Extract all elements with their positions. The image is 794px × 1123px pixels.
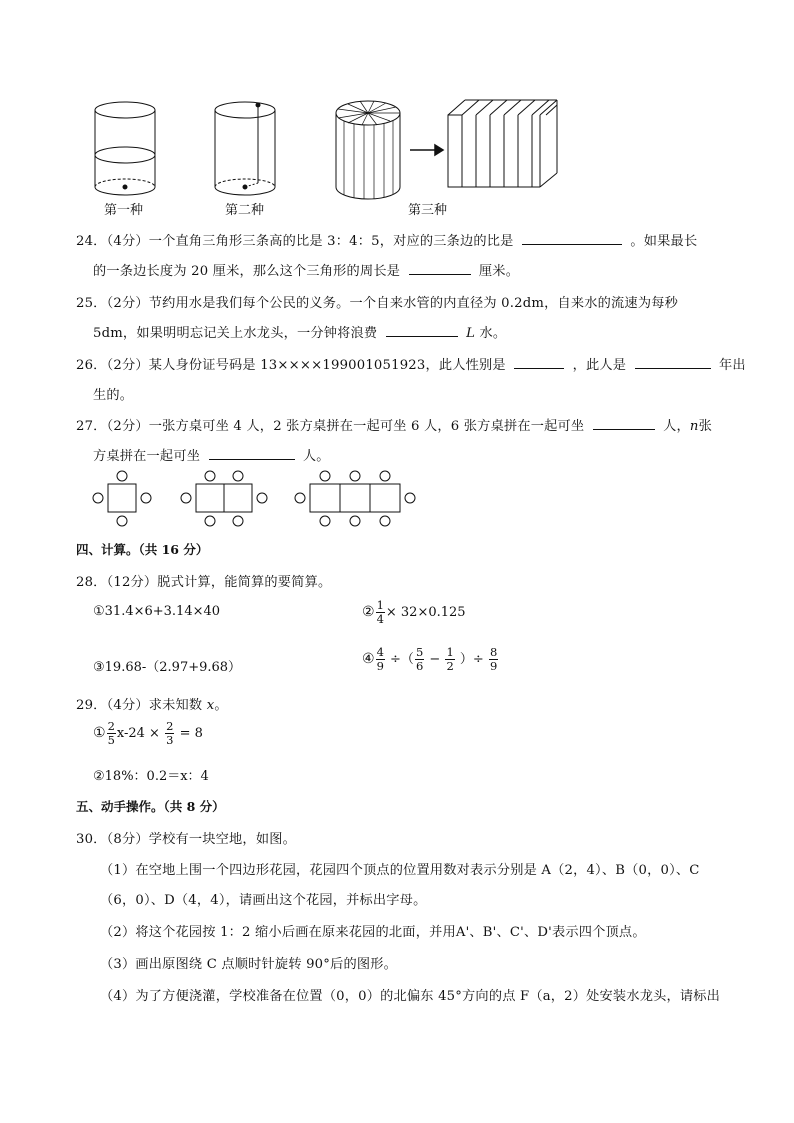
q29-expr-1-end: = 8 [179,726,203,741]
q24-blank-1[interactable] [522,232,622,245]
two-tables [181,471,267,526]
q29-expr-1-mid: x-24 × [116,726,160,741]
q28-intro: 28．（12分）脱式计算，能简算的要简算。 [76,575,332,590]
q24-text-c: 的一条边长度为 20 厘米，那么这个三角形的周长是 [93,264,401,279]
q25-line2 [93,322,506,341]
q28-expr-1: ①31.4×6+3.14×40 [93,604,221,619]
q24-line2 [93,260,519,279]
q29-expr-2: ②18%：0.2＝x：4 [93,769,209,784]
q29-intro [76,694,228,713]
q27-blank-1[interactable] [593,417,655,430]
q29-expr-1 [93,720,203,747]
cuboid-slices [448,100,557,187]
q30-part1-line2: （6，0）、D（4，4），请画出这个花园，并标出字母。 [100,893,427,908]
q25-text-b: 水。 [479,326,507,341]
q30-part4: （4）为了方便浇灌，学校准备在位置（0，0）的北偏东 45°方向的点 F（a，2）处安装水龙头，请标出 [100,989,721,1004]
q30-part2: （2）将这个花园按 1：2 缩小后画在原来花园的北面，并用A'、B'、C'、D'表示四个顶点。 [100,925,646,940]
q27-text-d: 方桌拼在一起可坐 [93,449,201,464]
q24-blank-2[interactable] [409,262,471,275]
q28-frac-8-9: $\frac{8}{9}$ [489,645,498,673]
caption-second: 第二种 [225,203,265,218]
three-tables [295,471,415,526]
q30-part3: （3）画出原图绕 C 点顺时针旋转 90°后的图形。 [100,957,398,972]
q28-expr-4 [362,646,499,673]
q29-var-x: x [206,698,215,713]
q26-text-b: ，此人是 [572,358,627,373]
q24-text-b: 。如果最长 [630,234,698,249]
q28-expr-3: ③19.68-（2.97+9.68） [93,660,242,675]
q26-blank-2[interactable] [635,356,711,369]
q28-div-open: ÷（ [390,652,414,667]
q25-blank[interactable] [386,324,458,337]
q27-text-c: 张 [698,419,712,434]
one-table [93,471,151,526]
q27-var-n: n [689,419,699,434]
q27-text-b: 人， [663,419,690,434]
q29-frac-2-3: $\frac{2}{3}$ [166,719,174,747]
q28-expr-2-rest: × 32×0.125 [385,605,466,620]
cylinder-3 [336,101,400,199]
q28-frac-1-2: $\frac{1}{2}$ [446,645,454,673]
q30-intro: 30．（8分）学校有一块空地，如图。 [76,832,296,847]
q25-line1: 25．（2分）节约用水是我们每个公民的义务。一个自来水管的内直径为 0.2dm，自来水的流速为每秒 [76,296,678,311]
q28-minus: − [429,652,441,667]
q26-text-a: 26．（2分）某人身份证号码是 13××××199001051923，此人性别是 [76,358,506,373]
tables-figure [90,468,420,530]
q26-line1 [76,354,746,373]
q28-frac-4-9: $\frac{4}{9}$ [376,645,384,673]
cylinder-figures [80,95,570,205]
q28-mark-4: ④ [362,651,375,667]
caption-first: 第一种 [104,203,144,218]
q27-text-a: 27．（2分）一张方桌可坐 4 人，2 张方桌拼在一起可坐 6 人，6 张方桌拼在一起可坐 [76,419,585,434]
q28-frac-1-4: $\frac{1}{4}$ [376,598,384,626]
q29-intro-end: 。 [214,698,228,713]
q29-frac-2-5: $\frac{2}{5}$ [107,719,115,747]
q29-intro-text: 29．（4分）求未知数 [76,698,203,713]
q24-line1 [76,230,697,249]
q29-mark-1: ① [93,725,106,741]
q26-text-c: 年出 [719,358,746,373]
q27-line2 [93,445,330,464]
q25-unit: L [466,326,476,341]
arrow-icon [410,145,443,155]
section-4-heading: 四、计算。（共 16 分） [76,542,209,557]
q26-blank-1[interactable] [514,356,564,369]
section-5-heading: 五、动手操作。（共 8 分） [76,799,225,814]
cylinder-2 [215,102,275,195]
q27-text-e: 人。 [302,449,330,464]
q28-frac-5-6: $\frac{5}{6}$ [415,645,424,673]
cylinder-1 [95,102,155,195]
q28-close-div: ）÷ [459,652,484,667]
caption-third: 第三种 [408,203,448,218]
q26-line2: 生的。 [93,388,134,403]
q24-text-a: 24．（4分）一个直角三角形三条高的比是 3：4：5，对应的三条边的比是 [76,234,514,249]
q30-part1-line1: （1）在空地上围一个四边形花园，花园四个顶点的位置用数对表示分别是 A（2，4）、B（0，0）、C [100,863,700,878]
q28-mark-2: ② [362,604,375,620]
q25-text-a: 5dm，如果明明忘记关上水龙头，一分钟将浪费 [93,326,378,341]
q24-text-d: 厘米。 [478,264,520,279]
q28-expr-2 [362,599,466,626]
q27-blank-2[interactable] [209,447,295,460]
q27-line1 [76,415,712,434]
